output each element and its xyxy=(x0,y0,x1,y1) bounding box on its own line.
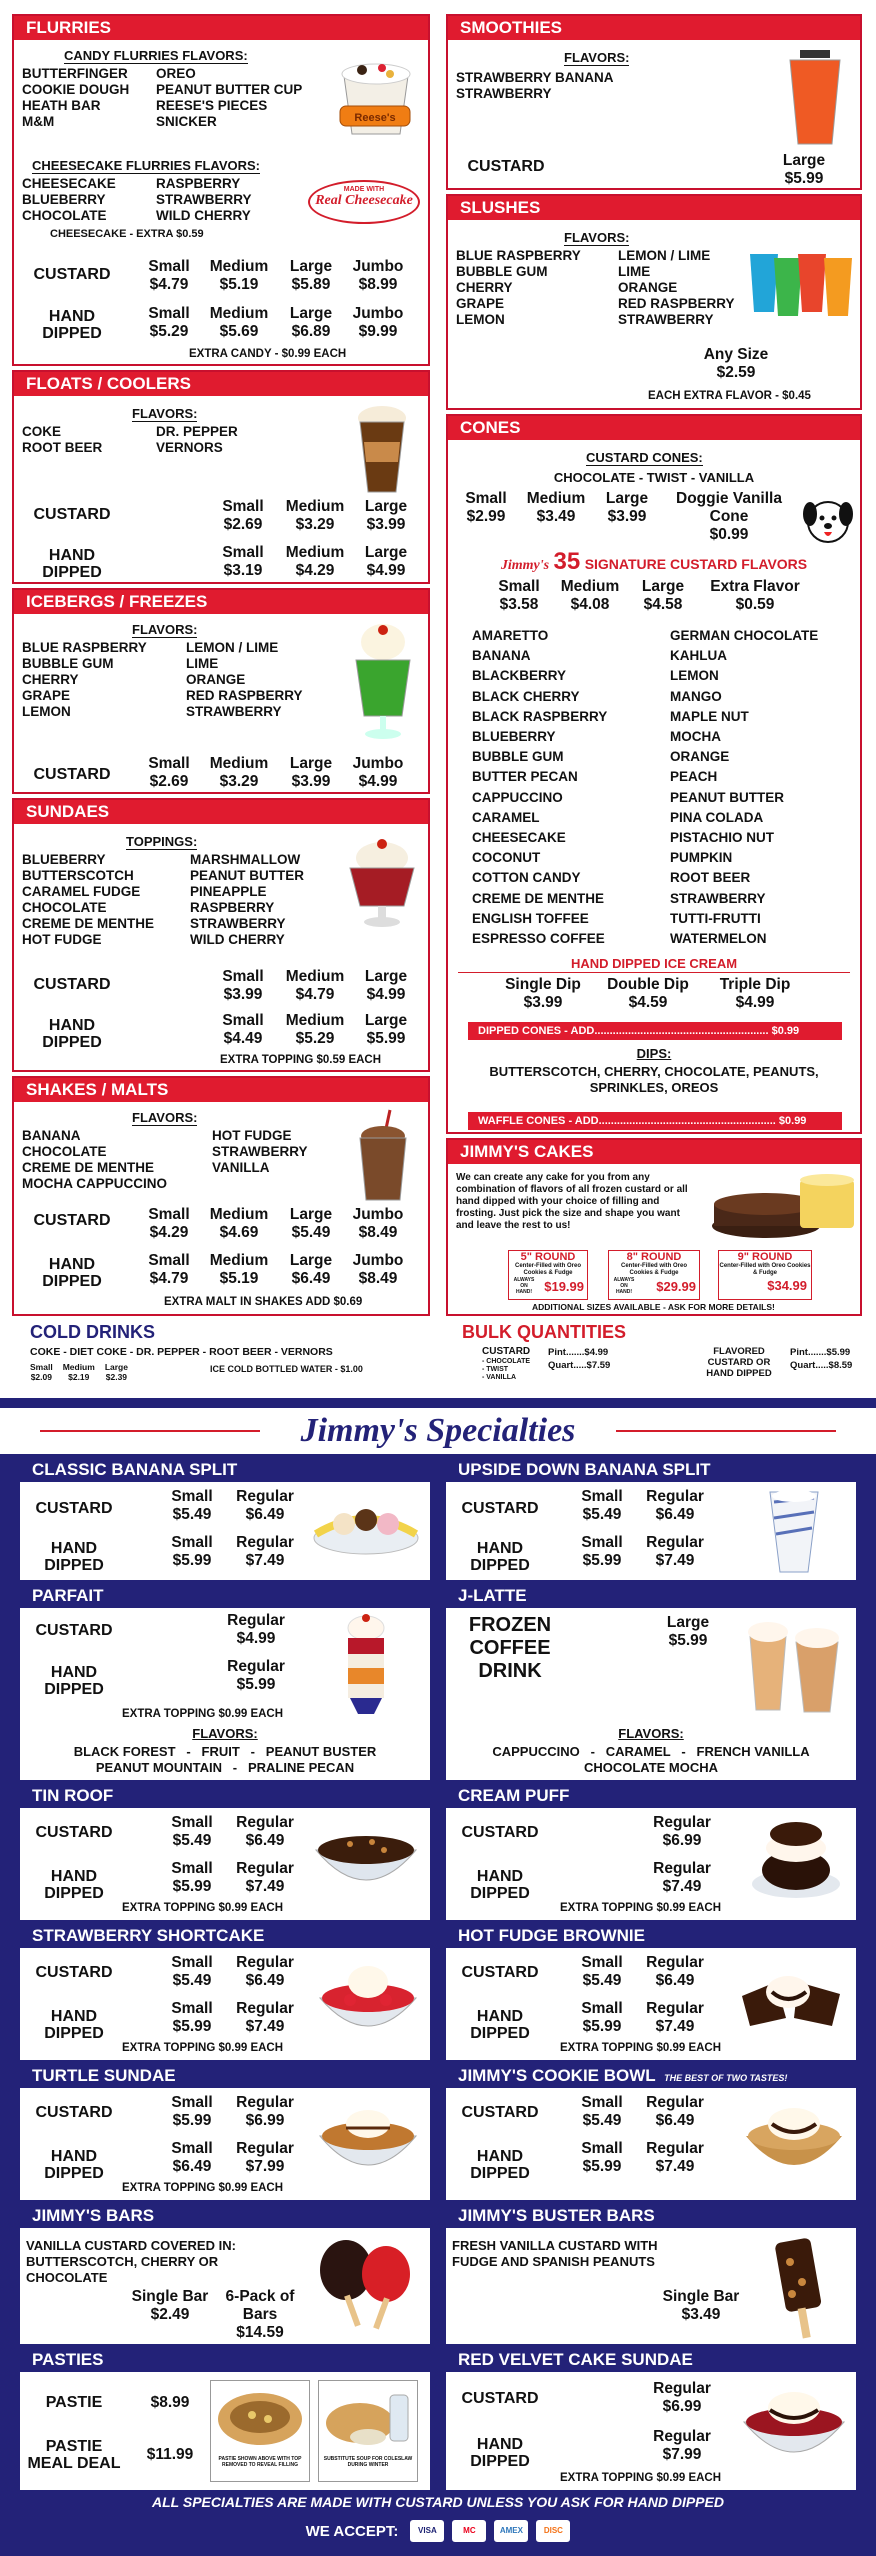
custard-label: CUSTARD xyxy=(33,1212,111,1229)
hand-dipped-label: HAND DIPPED xyxy=(470,2436,530,2470)
cream-puff-panel xyxy=(446,1784,856,1920)
price-cell: Large $4.99 xyxy=(364,544,408,579)
custard-label: CUSTARD xyxy=(33,266,111,283)
shakes-flavors-title: FLAVORS: xyxy=(132,1110,198,1125)
price-cell: Regular $6.49 xyxy=(646,2094,704,2129)
cake-size-card: 9" ROUND Center-Filled with Oreo Cookies & Fudge $34.99 xyxy=(718,1250,812,1300)
pastie-meal-deal-price: $11.99 xyxy=(146,2446,194,2463)
hand-dipped-label: HAND DIPPED xyxy=(42,308,102,342)
red-velvet-image xyxy=(740,2382,848,2470)
price-cell: Small $2.99 xyxy=(465,490,507,525)
cold-drinks-section xyxy=(30,1322,430,1388)
extra-topping-note: EXTRA TOPPING $0.99 EACH xyxy=(560,2472,722,2484)
bulk-section xyxy=(462,1322,862,1388)
extra-topping-note: EXTRA TOPPING $0.99 EACH xyxy=(122,1708,284,1720)
hand-dipped-label: HAND DIPPED xyxy=(42,1256,102,1290)
bulk-custard-types: - CHOCOLATE - TWIST - VANILLA xyxy=(482,1358,531,1381)
price-cell: Regular $7.49 xyxy=(236,1860,294,1895)
custard-label: CUSTARD xyxy=(461,1824,539,1841)
price-cell: Regular $7.49 xyxy=(646,1534,704,1569)
cookie-bowl-panel xyxy=(446,2064,856,2200)
price-cell: Medium $5.19 xyxy=(209,258,269,293)
cake-size-card: 5" ROUND Center-Filled with Oreo Cookies & Fudge ALWAYS ON HAND! $19.99 xyxy=(508,1250,588,1300)
custard-label: CUSTARD xyxy=(35,1824,113,1841)
price-cell: Small $4.79 xyxy=(148,258,190,293)
price-cell: Triple Dip $4.99 xyxy=(719,976,791,1011)
cheese-col2: RASPBERRY STRAWBERRY WILD CHERRY xyxy=(156,176,252,223)
pastie-price: $8.99 xyxy=(150,2394,190,2411)
price-cell: Small $5.49 xyxy=(581,1488,623,1523)
turtle-sundae-title: TURTLE SUNDAE xyxy=(20,2064,430,2088)
tin-roof-title: TIN ROOF xyxy=(20,1784,430,1808)
price-cell: Small $3.99 xyxy=(222,968,264,1003)
price-cell: Small $5.99 xyxy=(581,2140,623,2175)
jimmys-bars-title: JIMMY'S BARS xyxy=(20,2204,430,2228)
shakes-panel xyxy=(12,1076,430,1316)
tin-roof-image xyxy=(310,1820,422,1898)
red-velvet-title: RED VELVET CAKE SUNDAE xyxy=(446,2348,856,2372)
shake-glass-image xyxy=(350,1108,416,1204)
strawberry-shortcake-panel xyxy=(20,1924,430,2060)
price-cell: Regular $7.49 xyxy=(236,2000,294,2035)
amex-card-icon: AMEX xyxy=(494,2520,528,2542)
bulk-flavored-label: FLAVORED CUSTARD OR HAND DIPPED xyxy=(706,1346,772,1379)
price-cell: Any Size $2.59 xyxy=(703,346,769,381)
turtle-sundae-panel xyxy=(20,2064,430,2200)
bulk-title: BULK QUANTITIES xyxy=(462,1322,626,1342)
price-cell: Large $6.49 xyxy=(289,1252,333,1287)
price-cell: Large $5.89 xyxy=(289,258,333,293)
price-cell: Regular $6.49 xyxy=(236,1488,294,1523)
extra-topping-note: EXTRA TOPPING $0.99 EACH xyxy=(122,2042,284,2054)
price-cell: Extra Flavor $0.59 xyxy=(710,578,800,613)
shakes-title: SHAKES / MALTS xyxy=(14,1078,428,1102)
bulk-flavored-prices: Pint.......$5.99 Quart.....$8.59 xyxy=(790,1347,853,1371)
price-cell: Medium $5.29 xyxy=(285,1012,345,1047)
signature-flavors-heading: Jimmy's 35 SIGNATURE CUSTARD FLAVORS xyxy=(500,548,808,575)
red-velvet-panel xyxy=(446,2348,856,2490)
price-cell: Small $5.99 xyxy=(171,1860,213,1895)
j-latte-flavors: CAPPUCCINO - CARAMEL - FRENCH VANILLA CHOCOLATE MOCHA xyxy=(492,1744,810,1775)
price-cell: Large $3.99 xyxy=(605,490,649,525)
price-cell: Medium $5.19 xyxy=(209,1252,269,1287)
price-cell: Jumbo $4.99 xyxy=(352,755,404,790)
slushes-col2: LEMON / LIME LIME ORANGE RED RASPBERRY STRAWBERRY xyxy=(618,248,735,327)
hand-dipped-label: HAND DIPPED xyxy=(42,547,102,581)
icebergs-title: ICEBERGS / FREEZES xyxy=(14,590,428,614)
price-cell: Jumbo $8.49 xyxy=(352,1252,404,1287)
parfait-flavors-title: FLAVORS: xyxy=(192,1726,258,1741)
price-cell: Regular $7.49 xyxy=(646,2140,704,2175)
slush-cups-image xyxy=(748,246,854,320)
specialties-title: Jimmy's Specialties xyxy=(300,1412,576,1449)
banana-split-image xyxy=(310,1494,422,1564)
custard-label: CUSTARD xyxy=(35,2104,113,2121)
extra-flavor-note: EACH EXTRA FLAVOR - $0.45 xyxy=(648,390,811,402)
upside-down-banana-split-panel xyxy=(446,1458,856,1580)
cream-puff-title: CREAM PUFF xyxy=(446,1784,856,1808)
parfait-title: PARFAIT xyxy=(20,1584,430,1608)
hand-dipped-label: HAND DIPPED xyxy=(44,2008,104,2042)
parfait-panel xyxy=(20,1584,430,1780)
cream-puff-image xyxy=(746,1818,846,1902)
hand-dipped-label: HAND DIPPED xyxy=(470,1540,530,1574)
price-cell: Doggie Vanilla Cone $0.99 xyxy=(676,490,782,543)
custard-label: CUSTARD xyxy=(33,766,111,783)
cone-types: CHOCOLATE - TWIST - VANILLA xyxy=(553,470,755,485)
price-cell: Large $3.99 xyxy=(364,498,408,533)
shakes-col1: BANANA CHOCOLATE CREME DE MENTHE MOCHA CAPPUCCINO xyxy=(22,1128,167,1191)
custard-bars-image xyxy=(310,2234,422,2338)
waffle-cones-bar: WAFFLE CONES - ADD.......................................................... $0.99 xyxy=(468,1112,842,1130)
price-cell: Medium $4.29 xyxy=(285,544,345,579)
specialties-footer-note: ALL SPECIALTIES ARE MADE WITH CUSTARD UNLESS YOU ASK FOR HAND DIPPED xyxy=(152,2494,724,2510)
toppings-title: TOPPINGS: xyxy=(126,834,198,849)
price-cell: Small $5.29 xyxy=(148,305,190,340)
float-glass-image xyxy=(352,402,412,502)
price-cell: Small $2.69 xyxy=(222,498,264,533)
extra-topping-note: EXTRA TOPPING $0.99 EACH xyxy=(560,1902,722,1914)
custard-label: CUSTARD xyxy=(35,1500,113,1517)
iceberg-glass-image xyxy=(348,620,418,742)
hot-fudge-brownie-title: HOT FUDGE BROWNIE xyxy=(446,1924,856,1948)
sundae-image xyxy=(344,834,420,930)
cake-size-card: 8" ROUND Center-Filled with Oreo Cookies & Fudge ALWAYS ON HAND! $29.99 xyxy=(608,1250,700,1300)
turtle-sundae-image xyxy=(316,2098,420,2178)
price-cell: Regular $6.49 xyxy=(646,1954,704,1989)
price-cell: Large $5.99 xyxy=(364,1012,408,1047)
price-cell: Small $5.49 xyxy=(171,1814,213,1849)
brownie-image xyxy=(736,1962,848,2036)
buster-bar-image xyxy=(756,2234,846,2340)
visa-card-icon: VISA xyxy=(410,2520,444,2542)
cakes-panel xyxy=(446,1138,862,1316)
price-cell: Regular $7.99 xyxy=(236,2140,294,2175)
price-cell: Medium $4.79 xyxy=(285,968,345,1003)
price-cell: Large $5.99 xyxy=(782,152,826,187)
dipped-cones-bar: DIPPED CONES - ADD......................................................... $0.99 xyxy=(468,1022,842,1040)
price-cell: Regular $7.49 xyxy=(646,2000,704,2035)
price-cell: Small $5.49 xyxy=(171,1954,213,1989)
price-cell: Regular $6.99 xyxy=(236,2094,294,2129)
custard-label: CUSTARD xyxy=(461,2104,539,2121)
flurry-cup-image xyxy=(332,46,420,138)
price-cell: Large $5.99 xyxy=(666,1614,710,1649)
banana-split-title: CLASSIC BANANA SPLIT xyxy=(20,1458,430,1482)
price-cell: Large $5.49 xyxy=(289,1206,333,1241)
cakes-description: We can create any cake for you from any combination of flavors of all frozen custard or all hand dipped with your choice of filling and frosting. Just pick the size and shape you want and leave the rest to us! xyxy=(456,1172,688,1231)
extra-topping-note: EXTRA TOPPING $0.99 EACH xyxy=(122,1902,284,1914)
j-latte-flavors-title: FLAVORS: xyxy=(618,1726,684,1741)
smoothies-panel xyxy=(446,14,862,190)
custard-label: CUSTARD xyxy=(461,1964,539,1981)
custard-label: CUSTARD xyxy=(35,1622,113,1639)
bottled-water: ICE COLD BOTTLED WATER - $1.00 xyxy=(210,1364,363,1374)
price-cell: Small $4.79 xyxy=(148,1252,190,1287)
price-cell: Small $5.99 xyxy=(171,2000,213,2035)
price-cell: Small $4.49 xyxy=(222,1012,264,1047)
smoothies-flavors-title: FLAVORS: xyxy=(564,50,630,65)
extra-topping-note: EXTRA TOPPING $0.59 EACH xyxy=(220,1054,382,1066)
price-cell: Medium $3.29 xyxy=(209,755,269,790)
pastie-image xyxy=(212,2381,308,2451)
custard-label: CUSTARD xyxy=(461,1500,539,1517)
cheesecake-extra: CHEESECAKE - EXTRA $0.59 xyxy=(50,228,204,240)
hand-dipped-label: HAND DIPPED xyxy=(42,1017,102,1051)
price-cell: Small $5.99 xyxy=(581,2000,623,2035)
cold-drinks-list: COKE - DIET COKE - DR. PEPPER - ROOT BEER - VERNORS xyxy=(30,1346,333,1358)
cakes-title: JIMMY'S CAKES xyxy=(448,1140,860,1164)
smoothie-cup-image xyxy=(780,46,850,150)
hand-dipped-label: HAND DIPPED xyxy=(470,2008,530,2042)
sundaes-panel xyxy=(12,798,430,1072)
custard-label: CUSTARD xyxy=(461,2390,539,2407)
price-cell: Medium $3.49 xyxy=(526,490,586,525)
price-cell: Small $3.58 xyxy=(498,578,540,613)
pastie-label: PASTIE xyxy=(45,2394,103,2411)
price-cell: Single Bar $2.49 xyxy=(131,2288,209,2323)
price-cell: Jumbo $8.99 xyxy=(352,258,404,293)
pastie-photo: PASTIE SHOWN ABOVE WITH TOP REMOVED TO REVEAL FILLING xyxy=(210,2380,310,2482)
cakes-note: ADDITIONAL SIZES AVAILABLE - ASK FOR MORE DETAILS! xyxy=(532,1302,775,1312)
accepted-payments xyxy=(0,2518,876,2544)
upside-down-split-image xyxy=(764,1488,824,1578)
price-cell: Small $5.99 xyxy=(171,1534,213,1569)
sundaes-title: SUNDAES xyxy=(14,800,428,824)
cheesecake-flavors-title: CHEESECAKE FLURRIES FLAVORS: xyxy=(32,158,260,173)
floats-panel xyxy=(12,370,430,584)
hand-dipped-label: HAND DIPPED xyxy=(470,2148,530,2182)
cold-drink-prices: Small $2.09 Medium $2.19 Large $2.39 xyxy=(30,1362,128,1382)
hand-dipped-label: HAND DIPPED xyxy=(44,2148,104,2182)
price-cell: Regular $6.49 xyxy=(236,1814,294,1849)
parfait-image xyxy=(336,1614,396,1716)
extra-malt-note: EXTRA MALT IN SHAKES ADD $0.69 xyxy=(164,1296,363,1308)
cold-drinks-title: COLD DRINKS xyxy=(30,1322,155,1342)
mastercard-icon: MC xyxy=(452,2520,486,2542)
shakes-col2: HOT FUDGE STRAWBERRY VANILLA xyxy=(212,1128,308,1175)
bulk-custard-label: CUSTARD xyxy=(482,1346,531,1357)
custard-cones-title: CUSTARD CONES: xyxy=(586,450,703,465)
dog-icon xyxy=(802,494,854,546)
price-cell: Medium $3.29 xyxy=(285,498,345,533)
price-cell: Medium $4.69 xyxy=(209,1206,269,1241)
price-cell: Small $5.49 xyxy=(171,1488,213,1523)
pastie-meal-deal-label: PASTIE MEAL DEAL xyxy=(27,2438,121,2472)
price-cell: Regular $7.49 xyxy=(236,1534,294,1569)
price-cell: Large $6.89 xyxy=(289,305,333,340)
price-cell: Jumbo $8.49 xyxy=(352,1206,404,1241)
specialties-header xyxy=(0,1408,876,1454)
cookie-bowl-tagline: THE BEST OF TWO TASTES! xyxy=(664,2073,788,2083)
smoothies-flavors: STRAWBERRY BANANA STRAWBERRY xyxy=(456,70,614,101)
parfait-flavors: BLACK FOREST - FRUIT - PEANUT BUSTER PEANUT MOUNTAIN - PRALINE PECAN xyxy=(73,1744,377,1775)
hand-dipped-label: HAND DIPPED xyxy=(44,1540,104,1574)
price-cell: Small $5.99 xyxy=(581,1534,623,1569)
price-cell: Large $4.58 xyxy=(641,578,685,613)
candy-col1: BUTTERFINGER COOKIE DOUGH HEATH BAR M&M xyxy=(22,66,130,129)
pastie-meal-image xyxy=(320,2381,416,2451)
custard-label: CUSTARD xyxy=(33,976,111,993)
price-cell: Regular $7.49 xyxy=(653,1860,711,1895)
custard-label: CUSTARD xyxy=(33,506,111,523)
price-cell: Regular $5.99 xyxy=(227,1658,285,1693)
price-cell: 6-Pack of Bars $14.59 xyxy=(225,2288,295,2341)
dips-list: BUTTERSCOTCH, CHERRY, CHOCOLATE, PEANUTS, SPRINKLES, OREOS xyxy=(489,1064,819,1095)
price-cell: Regular $4.99 xyxy=(227,1612,285,1647)
extra-candy-note: EXTRA CANDY - $0.99 EACH xyxy=(189,348,347,360)
floats-flavors-title: FLAVORS: xyxy=(132,406,198,421)
price-cell: Small $5.49 xyxy=(581,1954,623,1989)
hand-dipped-ice-cream-title: HAND DIPPED ICE CREAM xyxy=(458,956,850,973)
cake-image xyxy=(710,1170,856,1248)
floats-title: FLOATS / COOLERS xyxy=(14,372,428,396)
upside-down-title: UPSIDE DOWN BANANA SPLIT xyxy=(446,1458,856,1482)
floats-col2: DR. PEPPER VERNORS xyxy=(156,424,238,455)
price-cell: Regular $6.99 xyxy=(653,1814,711,1849)
cookie-bowl-image xyxy=(742,2098,846,2180)
floats-col1: COKE ROOT BEER xyxy=(22,424,103,455)
price-cell: Small $6.49 xyxy=(171,2140,213,2175)
price-cell: Jumbo $9.99 xyxy=(352,305,404,340)
j-latte-title: J-LATTE xyxy=(446,1584,856,1608)
bulk-custard-prices: Pint.......$4.99 Quart.....$7.59 xyxy=(548,1347,611,1371)
price-cell: Small $5.99 xyxy=(171,2094,213,2129)
price-cell: Medium $5.69 xyxy=(209,305,269,340)
price-cell: Small $5.49 xyxy=(581,2094,623,2129)
pastie-meal-photo: SUBSTITUTE SOUP FOR COLESLAW DURING WINTER xyxy=(318,2380,418,2482)
price-cell: Small $3.19 xyxy=(222,544,264,579)
cheese-col1: CHEESECAKE BLUEBERRY CHOCOLATE xyxy=(22,176,116,223)
buster-bars-description: FRESH VANILLA CUSTARD WITH FUDGE AND SPANISH PEANUTS xyxy=(452,2238,658,2269)
price-cell: Large $4.99 xyxy=(364,968,408,1003)
real-cheesecake-badge: MADE WITH Real Cheesecake xyxy=(308,180,420,224)
price-cell: Large $3.99 xyxy=(289,755,333,790)
bars-description: VANILLA CUSTARD COVERED IN: BUTTERSCOTCH, CHERRY OR CHOCOLATE xyxy=(26,2238,236,2285)
slushes-panel xyxy=(446,194,862,410)
buster-bars-panel xyxy=(446,2204,856,2344)
discover-card-icon: DISC xyxy=(536,2520,570,2542)
hand-dipped-label: HAND DIPPED xyxy=(470,1868,530,1902)
dips-title: DIPS: xyxy=(636,1046,672,1061)
cookie-bowl-header xyxy=(446,2064,856,2088)
signature-col1: AMARETTO BANANA BLACKBERRY BLACK CHERRY BLACK RASPBERRY BLUEBERRY BUBBLE GUM BUTTER PECAN CAPPUCCINO CARAMEL CHEESECAKE COCONUT COTTON CANDY CREME DE MENTHE ENGLISH TOFFEE ESPRESSO COFFEE xyxy=(472,628,608,947)
toppings-col1: BLUEBERRY BUTTERSCOTCH CARAMEL FUDGE CHOCOLATE CREME DE MENTHE HOT FUDGE xyxy=(22,852,155,947)
candy-flavors-title: CANDY FLURRIES FLAVORS: xyxy=(64,48,248,63)
price-cell: Regular $6.49 xyxy=(236,1954,294,1989)
slushes-col1: BLUE RASPBERRY BUBBLE GUM CHERRY GRAPE LEMON xyxy=(456,248,581,327)
icebergs-flavors-title: FLAVORS: xyxy=(132,622,198,637)
flurries-title: FLURRIES xyxy=(14,16,428,40)
shortcake-image xyxy=(316,1954,420,2042)
jimmys-bars-panel xyxy=(20,2204,430,2344)
custard-label: CUSTARD xyxy=(467,158,545,175)
slushes-flavors-title: FLAVORS: xyxy=(564,230,630,245)
buster-bars-title: JIMMY'S BUSTER BARS xyxy=(446,2204,856,2228)
pasties-panel xyxy=(20,2348,430,2490)
smoothies-title: SMOOTHIES xyxy=(448,16,860,40)
price-cell: Double Dip $4.59 xyxy=(607,976,689,1011)
toppings-col2: MARSHMALLOW PEANUT BUTTER PINEAPPLE RASPBERRY STRAWBERRY WILD CHERRY xyxy=(190,852,304,947)
svg-text:Reese's: Reese's xyxy=(354,112,396,124)
price-cell: Small $4.29 xyxy=(148,1206,190,1241)
signature-col2: GERMAN CHOCOLATE KAHLUA LEMON MANGO MAPLE NUT MOCHA ORANGE PEACH PEANUT BUTTER PINA COLADA PISTACHIO NUT PUMPKIN ROOT BEER STRAWBERRY TUTTI-FRUTTI WATERMELON xyxy=(670,628,819,947)
cookie-bowl-title: JIMMY'S COOKIE BOWL xyxy=(458,2066,656,2085)
price-cell: Single Dip $3.99 xyxy=(505,976,581,1011)
price-cell: Medium $4.08 xyxy=(560,578,620,613)
price-cell: Small $2.69 xyxy=(148,755,190,790)
we-accept-label: WE ACCEPT: xyxy=(305,2522,399,2540)
extra-topping-note: EXTRA TOPPING $0.99 EACH xyxy=(122,2182,284,2194)
custard-label: CUSTARD xyxy=(35,1964,113,1981)
price-cell: Regular $6.99 xyxy=(653,2380,711,2415)
hand-dipped-label: HAND DIPPED xyxy=(44,1868,104,1902)
icebergs-col1: BLUE RASPBERRY BUBBLE GUM CHERRY GRAPE LEMON xyxy=(22,640,147,719)
strawberry-shortcake-title: STRAWBERRY SHORTCAKE xyxy=(20,1924,430,1948)
cones-title: CONES xyxy=(448,416,860,440)
extra-topping-note: EXTRA TOPPING $0.99 EACH xyxy=(560,2042,722,2054)
cones-panel xyxy=(446,414,862,1134)
icebergs-panel xyxy=(12,588,430,794)
frozen-coffee-label: FROZEN COFFEE DRINK xyxy=(468,1614,552,1682)
candy-col2: OREO PEANUT BUTTER CUP REESE'S PIECES SNICKER xyxy=(156,66,303,129)
price-cell: Single Bar $3.49 xyxy=(662,2288,740,2323)
flurries-panel xyxy=(12,14,430,366)
price-cell: Regular $6.49 xyxy=(646,1488,704,1523)
hand-dipped-label: HAND DIPPED xyxy=(44,1664,104,1698)
price-cell: Regular $7.99 xyxy=(653,2428,711,2463)
pasties-title: PASTIES xyxy=(20,2348,430,2372)
slushes-title: SLUSHES xyxy=(448,196,860,220)
tin-roof-panel xyxy=(20,1784,430,1920)
icebergs-col2: LEMON / LIME LIME ORANGE RED RASPBERRY STRAWBERRY xyxy=(186,640,303,719)
j-latte-image xyxy=(740,1616,850,1716)
j-latte-panel xyxy=(446,1584,856,1780)
banana-split-panel xyxy=(20,1458,430,1580)
hot-fudge-brownie-panel xyxy=(446,1924,856,2060)
